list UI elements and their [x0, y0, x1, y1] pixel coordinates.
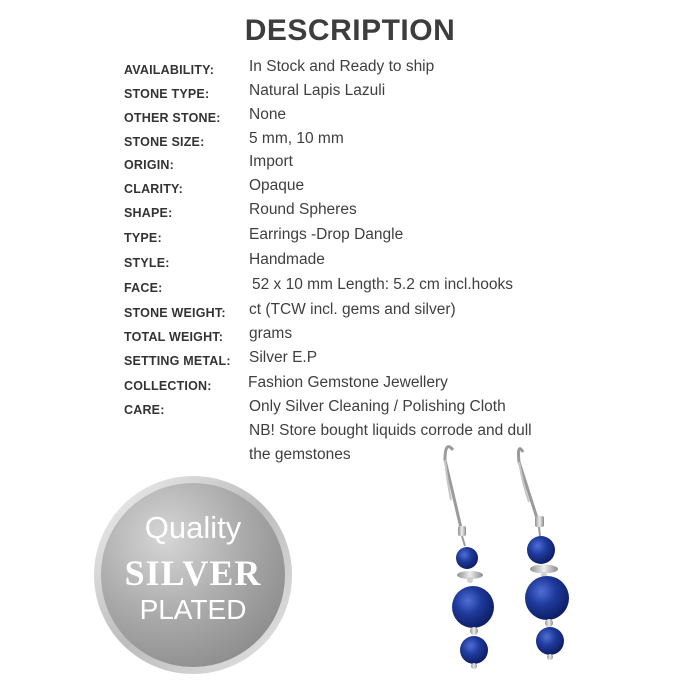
badge-silver-text: SILVER	[124, 553, 262, 593]
spec-label: TYPE:	[124, 231, 162, 245]
spec-value: Handmade	[249, 251, 325, 268]
spec-row-setting-metal	[0, 349, 700, 373]
spec-label: SHAPE:	[124, 206, 173, 220]
spec-row-type	[0, 226, 700, 250]
spec-row-origin	[0, 153, 700, 177]
spec-row-style	[0, 251, 700, 275]
spec-row-face	[0, 276, 700, 300]
spec-row-availability	[0, 58, 700, 82]
spec-label: STONE WEIGHT:	[124, 306, 226, 320]
spec-label: CLARITY:	[124, 182, 183, 196]
ear-hook	[519, 449, 538, 518]
lapis-bead-small	[536, 627, 564, 655]
ear-hook	[445, 447, 461, 528]
spec-value: 5 mm, 10 mm	[249, 130, 344, 147]
spec-row-collection	[0, 374, 700, 398]
spec-label: SETTING METAL:	[124, 354, 231, 368]
lapis-bead-large	[452, 586, 494, 628]
spec-label: TOTAL WEIGHT:	[124, 330, 224, 344]
lapis-bead-small	[456, 547, 478, 569]
spec-value: In Stock and Ready to ship	[249, 58, 435, 75]
right-earring	[519, 449, 570, 660]
spec-row-total-weight	[0, 325, 700, 349]
bead-cap	[458, 526, 466, 536]
spec-label: STONE SIZE:	[124, 135, 205, 149]
spec-label: FACE:	[124, 281, 163, 295]
spec-row-clarity	[0, 177, 700, 201]
spec-value: ct (TCW incl. gems and silver)	[249, 301, 456, 318]
spec-value: Natural Lapis Lazuli	[249, 82, 386, 99]
spec-value: Round Spheres	[249, 201, 357, 218]
spec-row-care	[0, 398, 700, 422]
lapis-bead-small	[460, 636, 488, 664]
earrings-product-image	[425, 440, 625, 695]
spec-value: grams	[249, 325, 293, 342]
spec-label: OTHER STONE:	[124, 111, 221, 125]
lapis-bead-small	[527, 536, 555, 564]
spec-row-other-stone	[0, 106, 700, 130]
care-note-text: NB! Store bought liquids corrode and dull	[249, 422, 532, 439]
spec-row-stone-type	[0, 82, 700, 106]
spec-row-stone-size	[0, 130, 700, 154]
silver-plated-badge	[93, 475, 293, 675]
spec-value: Import	[249, 153, 293, 170]
spec-label: STONE TYPE:	[124, 87, 210, 101]
spec-label: STYLE:	[124, 256, 170, 270]
spec-label: ORIGIN:	[124, 158, 175, 172]
left-earring	[445, 447, 494, 669]
spec-value: Fashion Gemstone Jewellery	[248, 374, 448, 391]
spec-value: None	[249, 106, 287, 123]
spec-label: AVAILABILITY:	[124, 63, 215, 77]
page-title: DESCRIPTION	[244, 14, 456, 47]
badge-quality-text: Quality	[144, 510, 242, 545]
spec-value: 52 x 10 mm Length: 5.2 cm incl.hooks	[252, 276, 514, 293]
badge-plated-text: PLATED	[139, 594, 247, 625]
spec-value: Silver E.P	[249, 349, 318, 366]
bead-cap	[535, 516, 544, 527]
care-note-text: the gemstones	[249, 446, 351, 463]
spec-label: CARE:	[124, 403, 165, 417]
spec-value: Only Silver Cleaning / Polishing Cloth	[249, 398, 506, 415]
spec-value: Opaque	[249, 177, 305, 194]
spec-label: COLLECTION:	[124, 379, 212, 393]
spec-row-shape	[0, 201, 700, 225]
spec-value: Earrings -Drop Dangle	[249, 226, 404, 243]
lapis-bead-large	[525, 576, 569, 620]
spec-row-stone-weight	[0, 301, 700, 325]
